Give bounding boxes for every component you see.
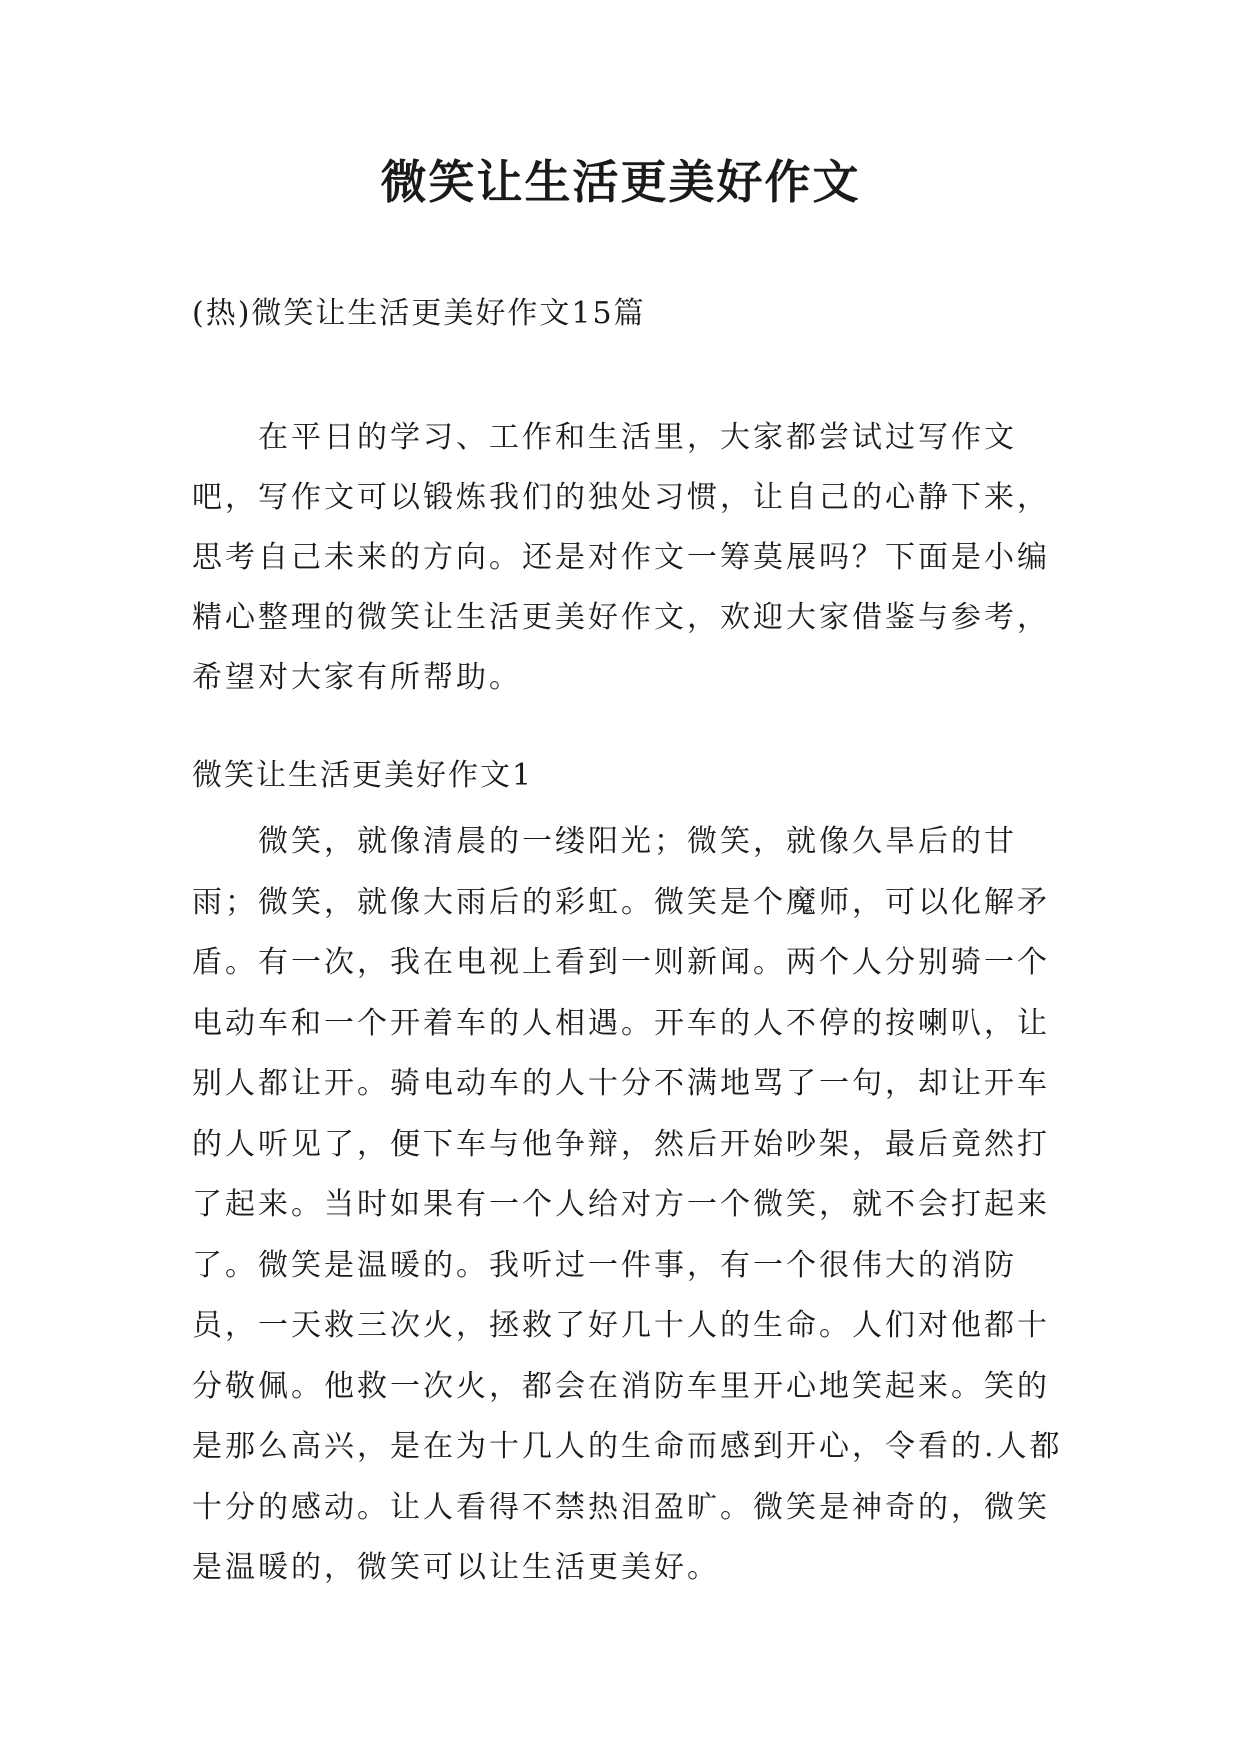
essay-paragraph: 微笑，就像清晨的一缕阳光；微笑，就像久旱后的甘雨；微笑，就像大雨后的彩虹。微笑是个魔师，可以化解矛盾。有一次，我在电视上看到一则新闻。两个人分别骑一个电动车和一个开着车的人相遇。开车的人不停的按喇叭，让别人都让开。骑电动车的人十分不满地骂了一句，却让开车的人听见了，便下车与他争辩，然后开始吵架，最后竟然打了起来。当时如果有一个人给对方一个微笑，就不会打起来了。微笑是温暖的。我听过一件事，有一个很伟大的消防员，一天救三次火，拯救了好几十人的生命。人们对他都十分敬佩。他救一次火，都会在消防车里开心地笑起来。笑的是那么高兴，是在为十几人的生命而感到开心，令看的.人都十分的感动。让人看得不禁热泪盈旷。微笑是神奇的，微笑是温暖的，微笑可以让生活更美好。 [192,824,1063,1585]
intro-paragraph: 在平日的学习、工作和生活里，大家都尝试过写作文吧，写作文可以锻炼我们的独处习惯，让自己的心静下来，思考自己未来的方向。还是对作文一筹莫展吗？下面是小编精心整理的微笑让生活更美好作文，欢迎大家借鉴与参考，希望对大家有所帮助。 [192,420,1050,695]
document-subtitle: (热)微笑让生活更美好作文15篇 [192,296,646,331]
document-title: 微笑让生活更美好作文 [380,155,861,209]
section-heading: 微笑让生活更美好作文1 [192,758,534,793]
